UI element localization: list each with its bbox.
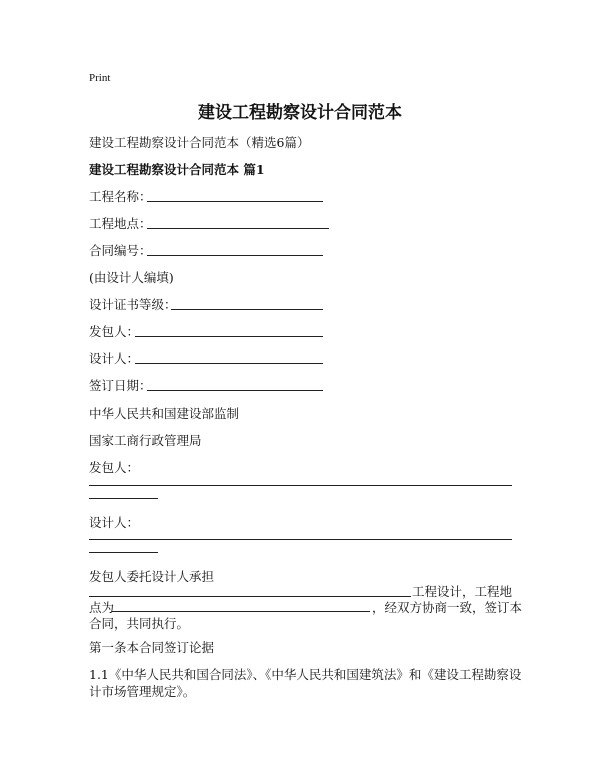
certificate-grade-blank[interactable] [171,309,323,310]
commission-text-end: 合同，共同执行。 [89,616,190,631]
designer-fill-note: (由设计人编填) [89,270,174,285]
field-label: 设计人： [89,351,140,366]
document-title: 建设工程勘察设计合同范本 [198,103,402,123]
field-client [89,322,329,340]
commission-text-location: 点为 [89,600,115,615]
document-subtitle: 建设工程勘察设计合同范本（精选6篇） [89,135,310,150]
party-a-blank-line-1[interactable] [89,485,512,486]
project-blank[interactable] [89,596,411,597]
field-designer [89,349,329,367]
field-label: 合同编号： [89,243,152,258]
contract-number-blank[interactable] [147,255,323,256]
article-1-1-line-2: 计市场管理规定》。 [89,684,196,699]
issuer-ministry: 中华人民共和国建设部监制 [89,406,240,421]
party-a-label: 发包人： [89,460,140,475]
location-blank[interactable] [112,611,370,612]
article-1-heading: 第一条本合同签订论据 [89,640,215,655]
commission-text-design: 工程设计，工程地 [412,584,513,599]
article-1-1-line-1: 1.1《中华人民共和国合同法》、《中华人民共和国建筑法》和《建设工程勘察设 [89,667,522,682]
section-heading: 建设工程勘察设计合同范本 篇1 [89,162,265,177]
party-a-blank-line-2[interactable] [89,498,158,499]
project-name-blank[interactable] [147,201,323,202]
field-sign-date [89,376,329,394]
party-b-blank-line-2[interactable] [89,552,158,553]
designer-blank[interactable] [135,363,323,364]
print-label[interactable]: Print [89,72,111,84]
party-b-label: 设计人： [89,515,140,530]
field-label: 工程名称： [89,189,152,204]
field-label: 工程地点： [89,216,152,231]
field-certificate-grade [89,295,329,313]
field-project-name [89,187,329,205]
field-project-location [89,214,334,232]
project-location-blank[interactable] [147,228,329,229]
client-blank[interactable] [135,336,323,337]
field-contract-number [89,241,329,259]
commission-text-agreement: ，经双方协商一致，签订本 [372,600,523,615]
field-label: 设计证书等级： [89,297,177,312]
commission-text-start: 发包人委托设计人承担 [89,569,215,584]
field-label: 发包人： [89,324,140,339]
field-label: 签订日期： [89,378,152,393]
party-b-blank-line-1[interactable] [89,539,512,540]
sign-date-blank[interactable] [147,390,323,391]
issuer-bureau: 国家工商行政管理局 [89,433,202,448]
